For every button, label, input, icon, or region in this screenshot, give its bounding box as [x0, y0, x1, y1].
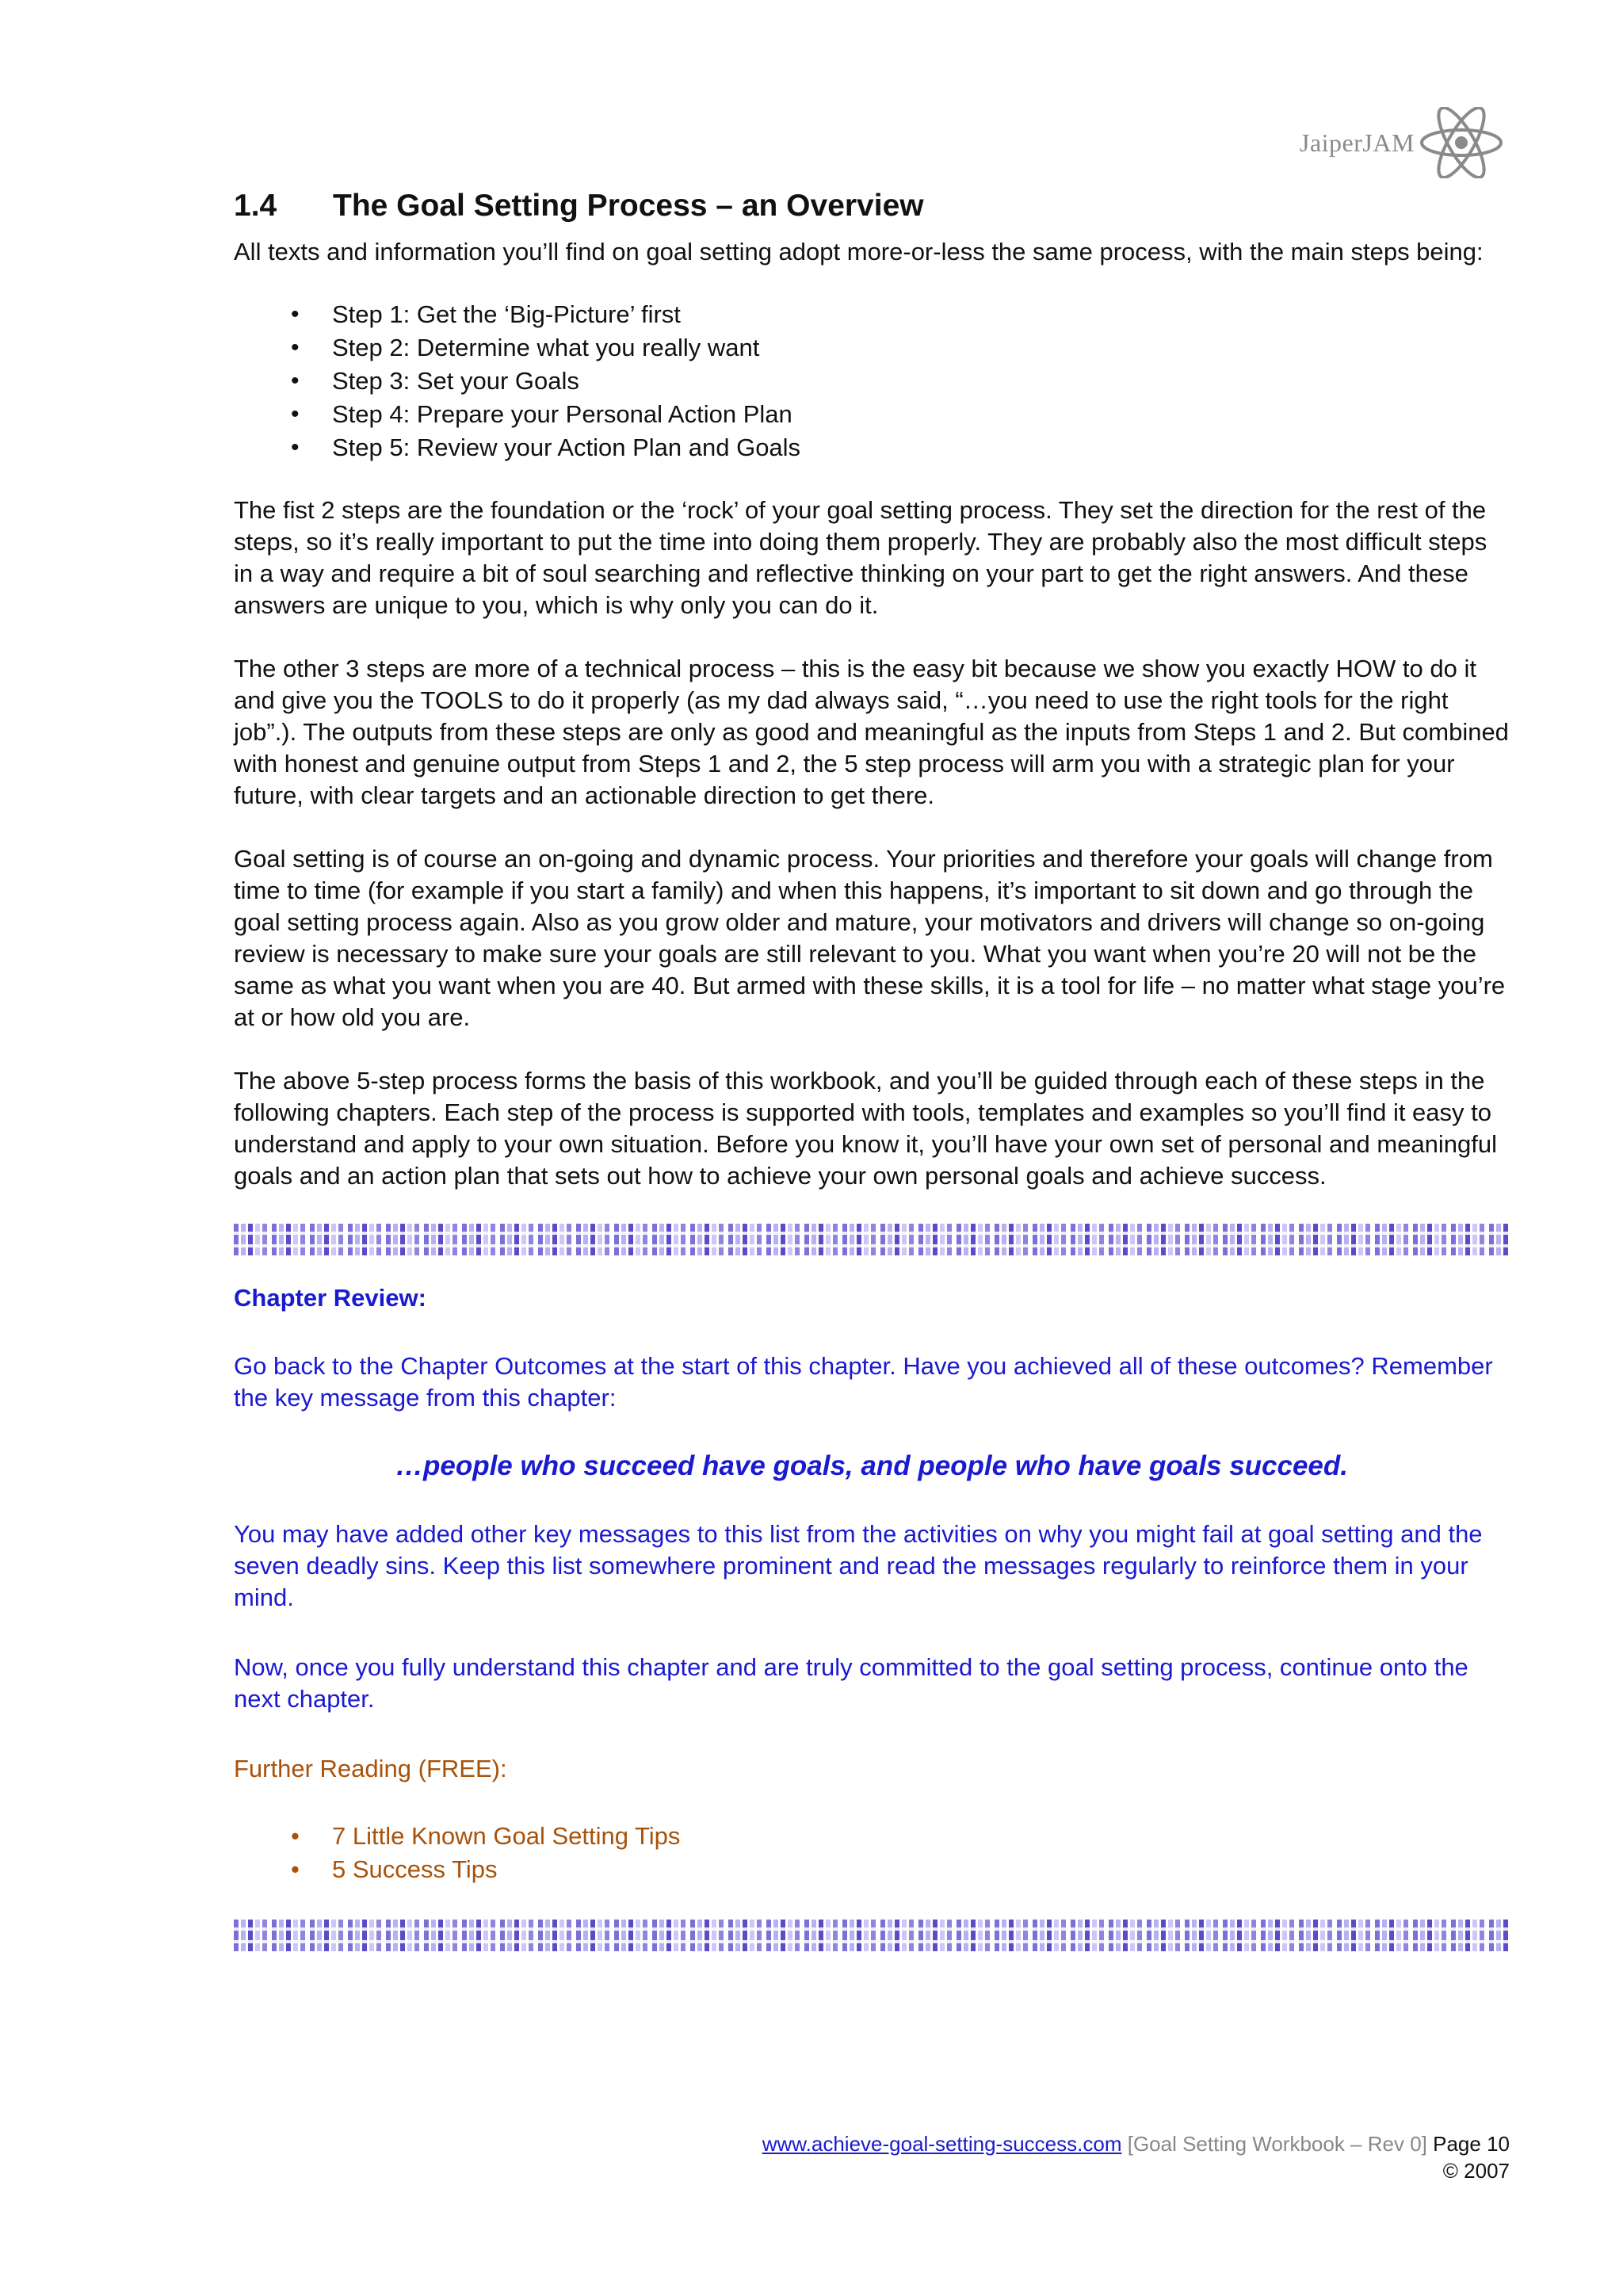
list-item: • Step 4: Prepare your Personal Action Plan: [234, 398, 1510, 431]
key-message-quote: …people who succeed have goals, and people who have goals succeed.: [395, 1450, 1348, 1481]
intro-paragraph: All texts and information you’ll find on goal setting adopt more-or-less the same process, with the main steps being:: [234, 238, 1484, 266]
further-reading-list: [234, 1820, 1510, 1886]
footer-page-label: Page: [1433, 2132, 1481, 2156]
further-reading-link[interactable]: • 7 Little Known Goal Setting Tips: [234, 1820, 1510, 1853]
decorative-divider: [234, 1920, 1510, 1951]
list-item: • Step 5: Review your Action Plan and Goals: [234, 431, 1510, 464]
body-paragraph-1: The fist 2 steps are the foundation or the ‘rock’ of your goal setting process. They set the direction for the rest of the steps, so it’s really important to put the time into doing them properly. They are probably also the most difficult steps in a way and require a bit of soul searching and reflective thinking on your part to get the right answers. And these answers are unique to you, which is why only you can do it.: [234, 496, 1487, 619]
review-paragraph-2: You may have added other key messages to this list from the activities on why you might fail at goal setting and the seven deadly sins. Keep this list somewhere prominent and read the messages regularly to reinforce them in your mind.: [234, 1520, 1483, 1611]
list-item: • Step 1: Get the ‘Big-Picture’ first: [234, 298, 1510, 331]
section-number: 1.4: [234, 189, 277, 223]
body-paragraph-3: Goal setting is of course an on-going and dynamic process. Your priorities and therefore your goals will change from time to time (for example if you start a family) and when this happens, it’s important to sit down and go through the goal setting process again. Also as you grow older and mature, your motivators and drivers will change so on-going review is necessary to make sure your goals are still relevant to you. What you want when you’re 20 will not be the same as what you want when you are 40. But armed with these skills, it is a tool for life – no matter what stage you’re at or how old you are.: [234, 845, 1506, 1031]
review-paragraph-1: Go back to the Chapter Outcomes at the start of this chapter. Have you achieved all of these outcomes? Remember the key message from this chapter:: [234, 1352, 1493, 1412]
body-paragraph-4: The above 5-step process forms the basis of this workbook, and you’ll be guided through each of these steps in the following chapters. Each step of the process is supported with tools, templates and examples so you’ll find it easy to understand and apply to your own situation. Before you know it, you’ll have your own set of personal and meaningful goals and an action plan that sets out how to achieve your own personal goals and achieve success.: [234, 1067, 1498, 1190]
further-reading-title: Further Reading (FREE):: [234, 1755, 507, 1782]
list-item: • Step 3: Set your Goals: [234, 365, 1510, 398]
logo-text: JaiperJAM: [1300, 128, 1415, 157]
further-reading-link[interactable]: • 5 Success Tips: [234, 1853, 1510, 1886]
page-footer: [762, 2130, 1510, 2184]
header-logo: [1300, 103, 1522, 182]
footer-page-number: 10: [1487, 2132, 1510, 2156]
footer-copyright: © 2007: [1442, 2159, 1510, 2183]
footer-website-link[interactable]: www.achieve-goal-setting-success.com: [762, 2132, 1122, 2156]
body-paragraph-2: The other 3 steps are more of a technical process – this is the easy bit because we show you exactly HOW to do it and give you the TOOLS to do it properly (as my dad always said, “…you need to use the right tools for the right job”.). The outputs from these steps are only as good and meaningful as the inputs from Steps 1 and 2. But combined with honest and genuine output from Steps 1 and 2, the 5 step process will arm you with a strategic plan for your future, with clear targets and an actionable direction to get there.: [234, 655, 1509, 809]
steps-list: [234, 298, 1510, 464]
footer-workbook-label: [Goal Setting Workbook – Rev 0]: [1127, 2132, 1427, 2156]
review-paragraph-3: Now, once you fully understand this chapter and are truly committed to the goal setting process, continue onto the next chapter.: [234, 1653, 1468, 1713]
chapter-review-title: Chapter Review:: [234, 1284, 426, 1312]
section-heading: [234, 189, 1510, 223]
page-content: [234, 189, 1510, 1980]
list-item: • Step 2: Determine what you really want: [234, 331, 1510, 365]
atom-icon: [1418, 107, 1505, 178]
section-title: The Goal Setting Process – an Overview: [333, 189, 924, 223]
decorative-divider: [234, 1224, 1510, 1255]
